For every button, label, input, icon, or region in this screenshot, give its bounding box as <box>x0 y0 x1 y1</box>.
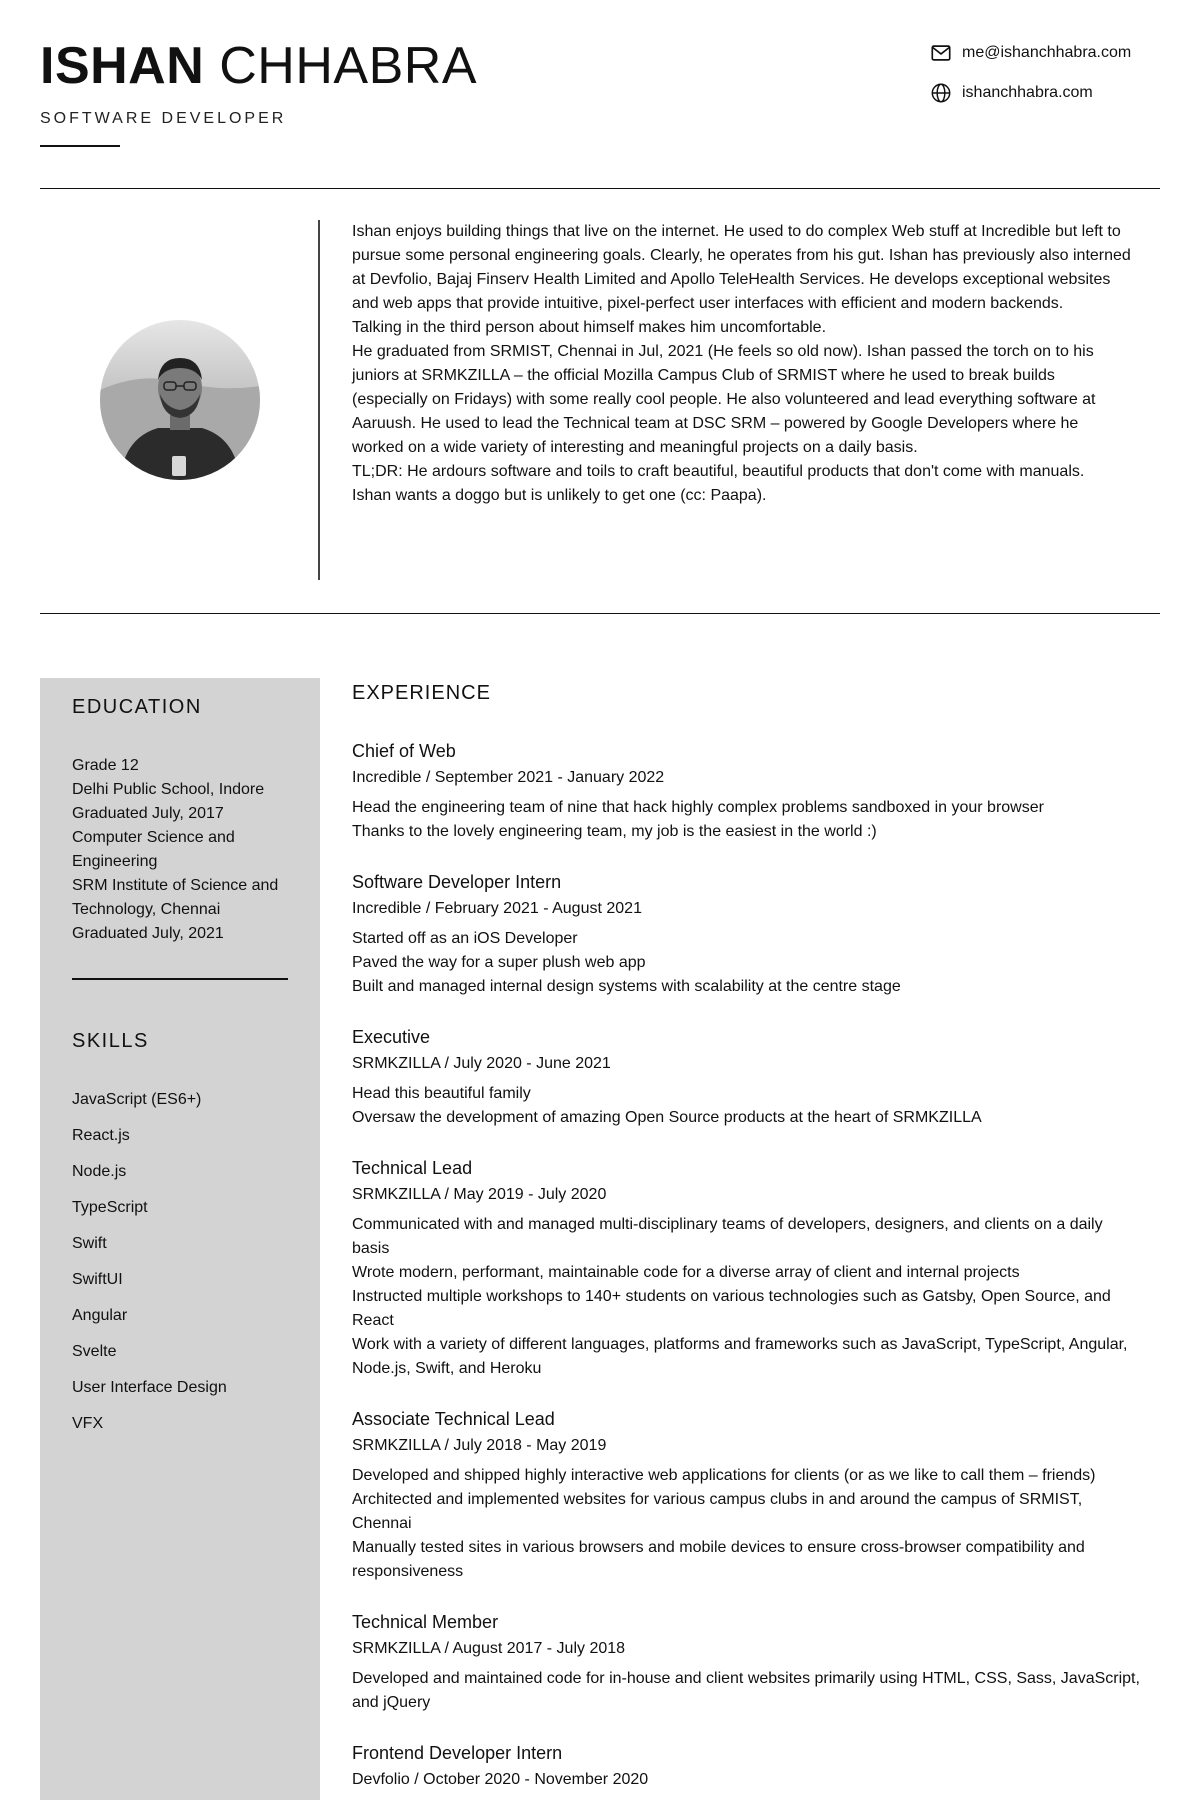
mail-icon <box>930 42 952 64</box>
job-title: Technical Member <box>352 1612 499 1632</box>
about-paragraph: Ishan wants a doggo but is unlikely to get one (cc: Paapa). <box>352 487 767 504</box>
skill-item: JavaScript (ES6+) <box>72 1091 202 1108</box>
profile-avatar <box>100 320 260 480</box>
job-line: Architected and implemented websites for various campus clubs in and around the campus of SRMIST, Chennai <box>352 1491 1083 1532</box>
job-line: Thanks to the lovely engineering team, my job is the easiest in the world :) <box>352 823 877 840</box>
job-line: Built and managed internal design systems with scalability at the centre stage <box>352 978 901 995</box>
job-title: Chief of Web <box>352 741 456 761</box>
profile-photo <box>100 320 260 480</box>
job-line: Wrote modern, performant, maintainable code for a diverse array of client and internal projects <box>352 1264 1020 1281</box>
job-line: Head this beautiful family <box>352 1085 531 1102</box>
about-divider-bottom <box>40 613 1160 614</box>
job-line: Started off as an iOS Developer <box>352 930 578 947</box>
about-paragraph: Talking in the third person about himself makes him uncomfortable. <box>352 319 827 336</box>
job-line: Oversaw the development of amazing Open Source products at the heart of SRMKZILLA <box>352 1109 982 1126</box>
job-entry <box>352 870 1142 999</box>
job-title: Software Developer Intern <box>352 872 562 892</box>
job-meta: SRMKZILLA / July 2018 - May 2019 <box>352 1437 607 1454</box>
sidebar-divider <box>72 978 288 980</box>
job-entry <box>352 1025 1142 1130</box>
header-divider <box>40 188 1160 189</box>
about-paragraph: TL;DR: He ardours software and toils to craft beautiful, beautiful products that don't come with manuals. <box>352 463 1085 480</box>
job-title: Associate Technical Lead <box>352 1409 555 1429</box>
skills-heading: SKILLS <box>72 1030 149 1052</box>
education-line: Grade 12 <box>72 757 139 774</box>
email-contact[interactable] <box>930 40 1160 66</box>
sidebar <box>40 678 320 1800</box>
job-role: SOFTWARE DEVELOPER <box>40 110 287 127</box>
job-line: Communicated with and managed multi-disciplinary teams of developers, designers, and clients on a daily basis <box>352 1216 1103 1257</box>
education-line: Computer Science and Engineering <box>72 829 235 870</box>
website-contact[interactable] <box>930 80 1160 106</box>
about-divider <box>318 220 320 580</box>
job-line: Developed and maintained code for in-house and client websites primarily using HTML, CSS, Sass, JavaScript, and jQuery <box>352 1670 1140 1711</box>
job-meta: SRMKZILLA / July 2020 - June 2021 <box>352 1055 611 1072</box>
job-line: Paved the way for a super plush web app <box>352 954 646 971</box>
job-title: Executive <box>352 1027 431 1047</box>
skill-item: User Interface Design <box>72 1379 227 1396</box>
job-entry <box>352 1741 1142 1792</box>
skill-item: Angular <box>72 1307 128 1324</box>
experience-section <box>352 680 1142 1800</box>
job-line: Manually tested sites in various browsers and mobile devices to ensure cross-browser compatibility and responsiveness <box>352 1539 1085 1580</box>
education-list <box>72 754 288 946</box>
job-line: Work with a variety of different languages, platforms and frameworks such as JavaScript, TypeScript, Angular, Node.js, Swift, and Heroku <box>352 1336 1128 1377</box>
education-heading: EDUCATION <box>72 696 202 718</box>
job-entry <box>352 739 1142 844</box>
contact-info <box>930 40 1160 120</box>
email-link[interactable]: me@ishanchhabra.com <box>962 44 1132 61</box>
education-line: Graduated July, 2017 <box>72 805 224 822</box>
job-meta: Incredible / September 2021 - January 2022 <box>352 769 665 786</box>
globe-icon <box>930 82 952 104</box>
job-meta: SRMKZILLA / August 2017 - July 2018 <box>352 1640 626 1657</box>
about-paragraph: Ishan enjoys building things that live on the internet. He used to do complex Web stuff at Incredible but left to pursue some personal engineering goals. Clearly, he operates from his gut. Ishan has previously also interned at Devfolio, Bajaj Finserv Health Limited and Apollo TeleHealth Services. He develops exceptional websites and web apps that provide intuitive, pixel-perfect user interfaces with efficient and modern backends. <box>352 223 1131 312</box>
first-name: ISHAN <box>40 37 205 95</box>
job-title: Technical Lead <box>352 1158 473 1178</box>
job-meta: Incredible / February 2021 - August 2021 <box>352 900 642 917</box>
job-line: Developed and shipped highly interactive web applications for clients (or as we like to call them – friends) <box>352 1467 1096 1484</box>
skills-list <box>72 1088 227 1448</box>
skill-item: Swift <box>72 1235 107 1252</box>
job-title: Frontend Developer Intern <box>352 1743 563 1763</box>
header <box>40 36 1160 166</box>
job-meta: Devfolio / October 2020 - November 2020 <box>352 1771 649 1788</box>
skill-item: React.js <box>72 1127 130 1144</box>
last-name: CHHABRA <box>219 37 478 95</box>
about-text <box>352 220 1132 508</box>
education-line: Delhi Public School, Indore <box>72 781 265 798</box>
experience-heading: EXPERIENCE <box>352 682 491 704</box>
job-entry <box>352 1156 1142 1381</box>
job-line: Instructed multiple workshops to 140+ students on various technologies such as Gatsby, Open Source, and React <box>352 1288 1111 1329</box>
skill-item: VFX <box>72 1415 104 1432</box>
skill-item: Node.js <box>72 1163 127 1180</box>
name-underline <box>40 145 120 147</box>
skill-item: SwiftUI <box>72 1271 123 1288</box>
website-link[interactable]: ishanchhabra.com <box>962 84 1093 101</box>
skill-item: Svelte <box>72 1343 117 1360</box>
education-line: Graduated July, 2021 <box>72 925 224 942</box>
about-paragraph: He graduated from SRMIST, Chennai in Jul, 2021 (He feels so old now). Ishan passed the torch on to his juniors at SRMKZILLA – the official Mozilla Campus Club of SRMIST where he used to break builds (especially on Fridays) with some really cool people. He also volunteered and lead everything software at Aaruush. He used to lead the Technical team at DSC SRM – powered by Google Developers where he worked on a wide variety of interesting and meaningful projects on a daily basis. <box>352 343 1096 456</box>
education-line: SRM Institute of Science and Technology, Chennai <box>72 877 279 918</box>
skill-item: TypeScript <box>72 1199 148 1216</box>
job-line: Head the engineering team of nine that hack highly complex problems sandboxed in your browser <box>352 799 1044 816</box>
job-meta: SRMKZILLA / May 2019 - July 2020 <box>352 1186 607 1203</box>
job-entry <box>352 1610 1142 1715</box>
job-entry <box>352 1407 1142 1584</box>
